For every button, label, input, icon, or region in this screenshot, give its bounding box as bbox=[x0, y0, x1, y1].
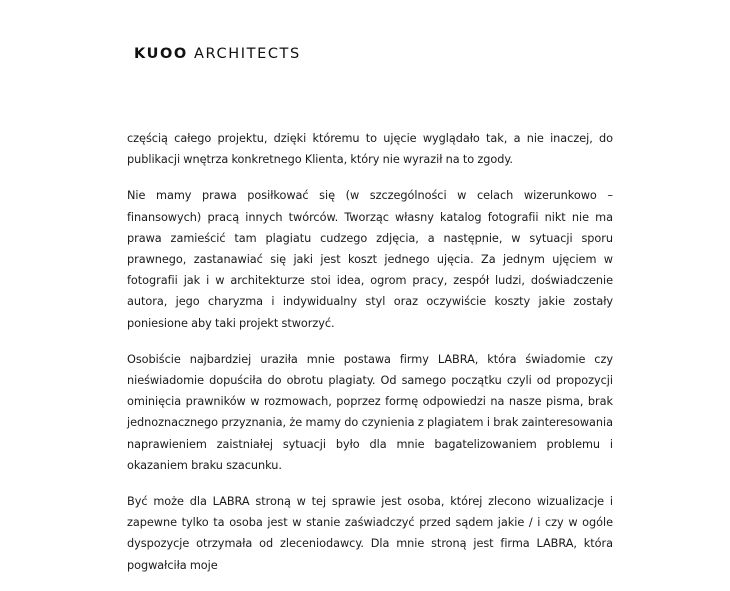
logo-wordmark-bold: KUOO bbox=[134, 46, 188, 62]
letter-body bbox=[127, 128, 613, 591]
company-logo bbox=[134, 46, 301, 62]
paragraph-4: Być może dla LABRA stroną w tej sprawie jest osoba, której zlecono wizualizacje i zapewne tylko ta osoba jest w stanie zaświadczyć przed sądem jakie / i czy w ogóle dyspozycje otrzymała od zleceniodawcy. Dla mnie stroną jest firma LABRA, która pogwałciła moje bbox=[127, 495, 613, 572]
paragraph-3: Osobiście najbardziej uraziła mnie postawa firmy LABRA, która świadomie czy nieświadomie dopuściła do obrotu plagiaty. Od samego początku czyli od propozycji ominięcia prawników w rozmowach, poprzez formę odpowiedzi na nasze pisma, brak jednoznacznego przyznania, że mamy do czynienia z plagiatem i brak zainteresowania naprawieniem zaistniałej sytuacji było dla mnie bagatelizowaniem problemu i okazaniem braku szacunku. bbox=[127, 352, 613, 472]
paragraph-2: Nie mamy prawa posiłkować się (w szczególności w celach wizerunkowo – finansowych) pracą innych twórców. Tworząc własny katalog fotografii nikt nie ma prawa zamieścić tam plagiatu cudzego zdjęcia, a następnie, w sytuacji sporu prawnego, zastanawiać się jaki jest koszt jednego ujęcia. Za jednym ujęciem w fotografii jak i w architekturze stoi idea, ogrom pracy, zespół ludzi, doświadczenie autora, jego charyzma i indywidualny styl oraz oczywiście koszty jakie zostały poniesione aby taki projekt stworzyć. bbox=[127, 189, 613, 330]
paragraph-1: częścią całego projektu, dzięki któremu to ujęcie wyglądało tak, a nie inaczej, do publikacji wnętrza konkretnego Klienta, który nie wyraził na to zgody. bbox=[127, 132, 613, 167]
logo-wordmark-light: ARCHITECTS bbox=[194, 46, 301, 62]
